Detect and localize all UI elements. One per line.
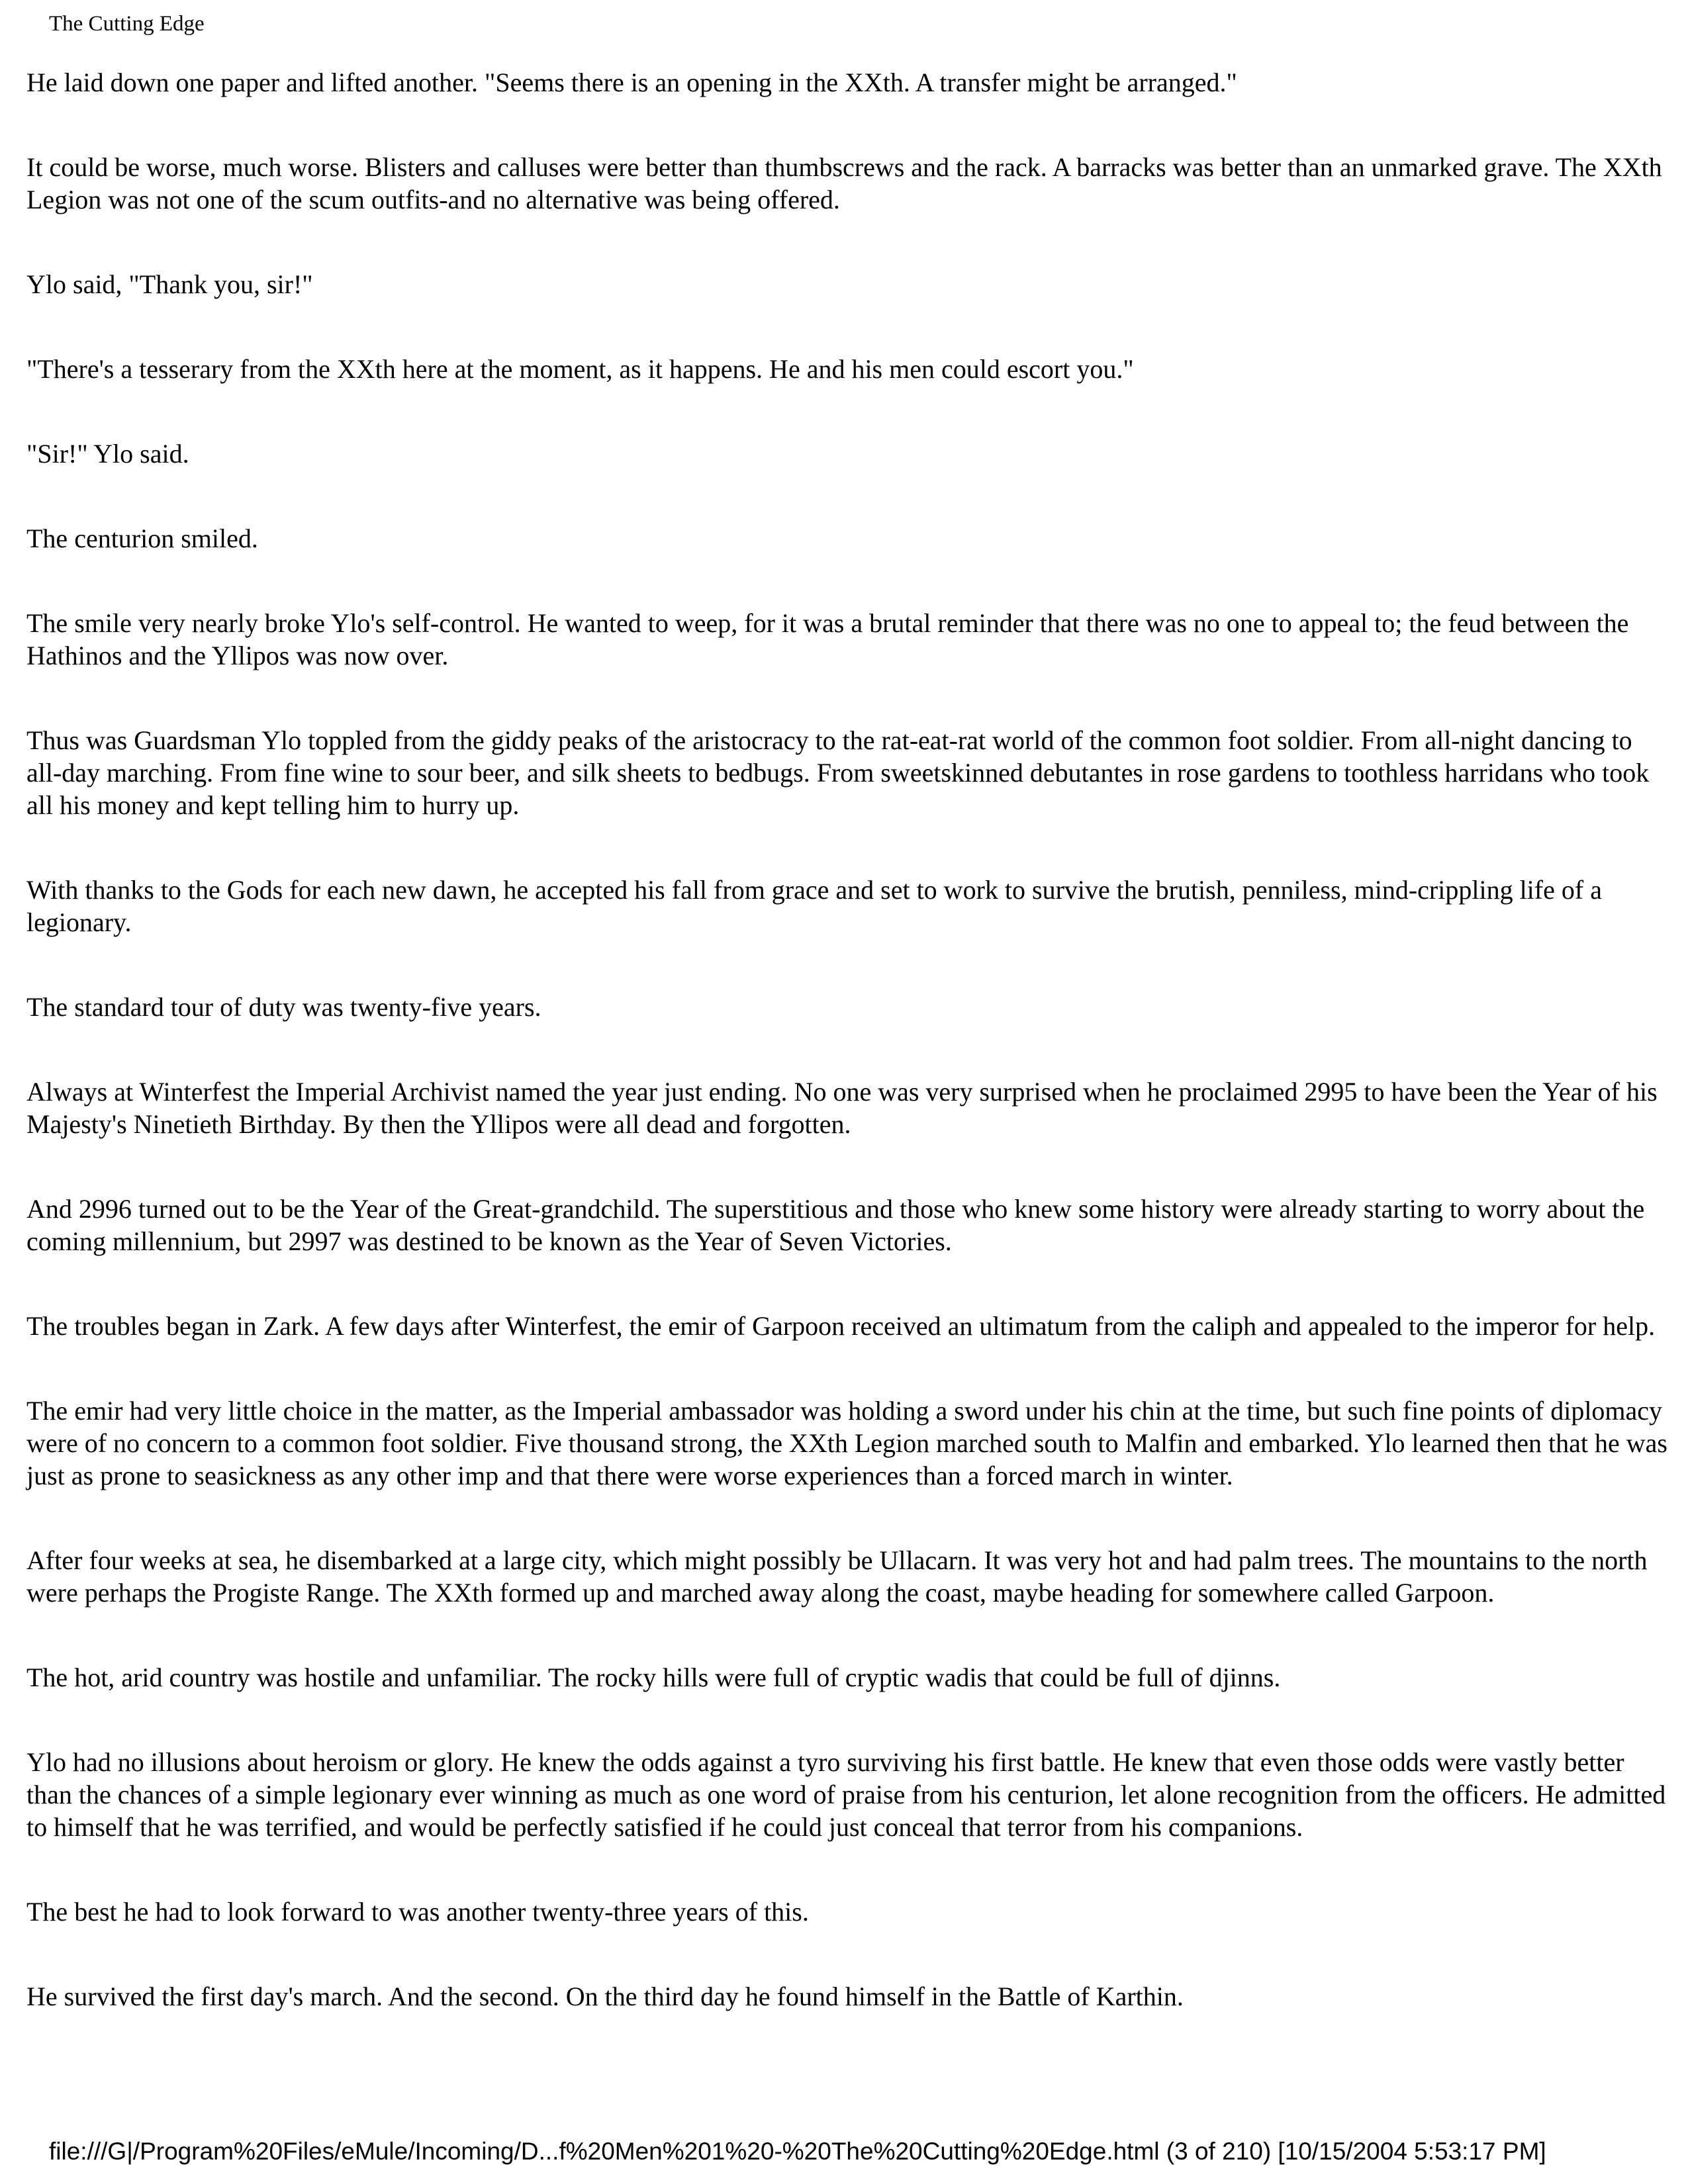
- paragraph: It could be worse, much worse. Blisters and calluses were better than thumbscrews and the rack. A barracks was better than an unmarked grave. The XXth Legion was not one of the scum outfits-and no alternative was being offered.: [26, 152, 1662, 214]
- page-footer-file-path: file:///G|/Program%20Files/eMule/Incoming/D...f%20Men%201%20-%20The%20Cutting%20Edge.html (3 of 210) [10/15/2004 5:53:17 PM]: [49, 2138, 1546, 2165]
- paragraph: The troubles began in Zark. A few days after Winterfest, the emir of Garpoon received an ultimatum from the caliph and appealed to the imperor for help.: [26, 1311, 1656, 1341]
- paragraph: He laid down one paper and lifted another. "Seems there is an opening in the XXth. A transfer might be arranged.": [26, 68, 1237, 97]
- paragraph: The smile very nearly broke Ylo's self-control. He wanted to weep, for it was a brutal reminder that there was no one to appeal to; the feud between the Hathinos and the Yllipos was now over.: [26, 608, 1629, 670]
- paragraph: The best he had to look forward to was another twenty-three years of this.: [26, 1897, 809, 1927]
- paragraph: With thanks to the Gods for each new dawn, he accepted his fall from grace and set to work to survive the brutish, penniless, mind-crippling life of a legionary.: [26, 875, 1602, 937]
- paragraph: The standard tour of duty was twenty-five years.: [26, 992, 541, 1022]
- paragraph: Thus was Guardsman Ylo toppled from the giddy peaks of the aristocracy to the rat-eat-rat world of the common foot soldier. From all-night dancing to all-day marching. From fine wine to sour beer, and silk sheets to bedbugs. From sweetskinned debutantes in rose gardens to toothless harridans who took all his money and kept telling him to hurry up.: [26, 725, 1650, 820]
- paragraph: Ylo had no illusions about heroism or glory. He knew the odds against a tyro surviving his first battle. He knew that even those odds were vastly better than the chances of a simple legionary ever winning as much as one word of praise from his centurion, let alone recognition from the officers. He admitted to himself that he was terrified, and would be perfectly satisfied if he could just conceal that terror from his companions.: [26, 1747, 1666, 1842]
- document-body: [26, 66, 1668, 2065]
- paragraph: After four weeks at sea, he disembarked at a large city, which might possibly be Ullacarn. It was very hot and had palm trees. The mountains to the north were perhaps the Progiste Range. The XXth formed up and marched away along the coast, maybe heading for somewhere called Garpoon.: [26, 1545, 1648, 1608]
- paragraph: The emir had very little choice in the matter, as the Imperial ambassador was holding a sword under his chin at the time, but such fine points of diplomacy were of no concern to a common foot soldier. Five thousand strong, the XXth Legion marched south to Malfin and embarked. Ylo learned then that he was just as prone to seasickness as any other imp and that there were worse experiences than a forced march in winter.: [26, 1396, 1667, 1490]
- paragraph: He survived the first day's march. And the second. On the third day he found himself in the Battle of Karthin.: [26, 1981, 1184, 2011]
- paragraph: "There's a tesserary from the XXth here at the moment, as it happens. He and his men could escort you.": [26, 354, 1134, 384]
- paragraph: The hot, arid country was hostile and unfamiliar. The rocky hills were full of cryptic wadis that could be full of djinns.: [26, 1662, 1281, 1692]
- paragraph: And 2996 turned out to be the Year of the Great-grandchild. The superstitious and those who knew some history were already starting to worry about the coming millennium, but 2997 was destined to be known as the Year of Seven Victories.: [26, 1194, 1645, 1256]
- paragraph: Ylo said, "Thank you, sir!": [26, 269, 313, 299]
- paragraph: Always at Winterfest the Imperial Archivist named the year just ending. No one was very surprised when he proclaimed 2995 to have been the Year of his Majesty's Ninetieth Birthday. By then the Yllipos were all dead and forgotten.: [26, 1077, 1658, 1139]
- page-header-title: The Cutting Edge: [49, 12, 205, 36]
- paragraph: "Sir!" Ylo said.: [26, 439, 189, 469]
- paragraph: The centurion smiled.: [26, 523, 258, 553]
